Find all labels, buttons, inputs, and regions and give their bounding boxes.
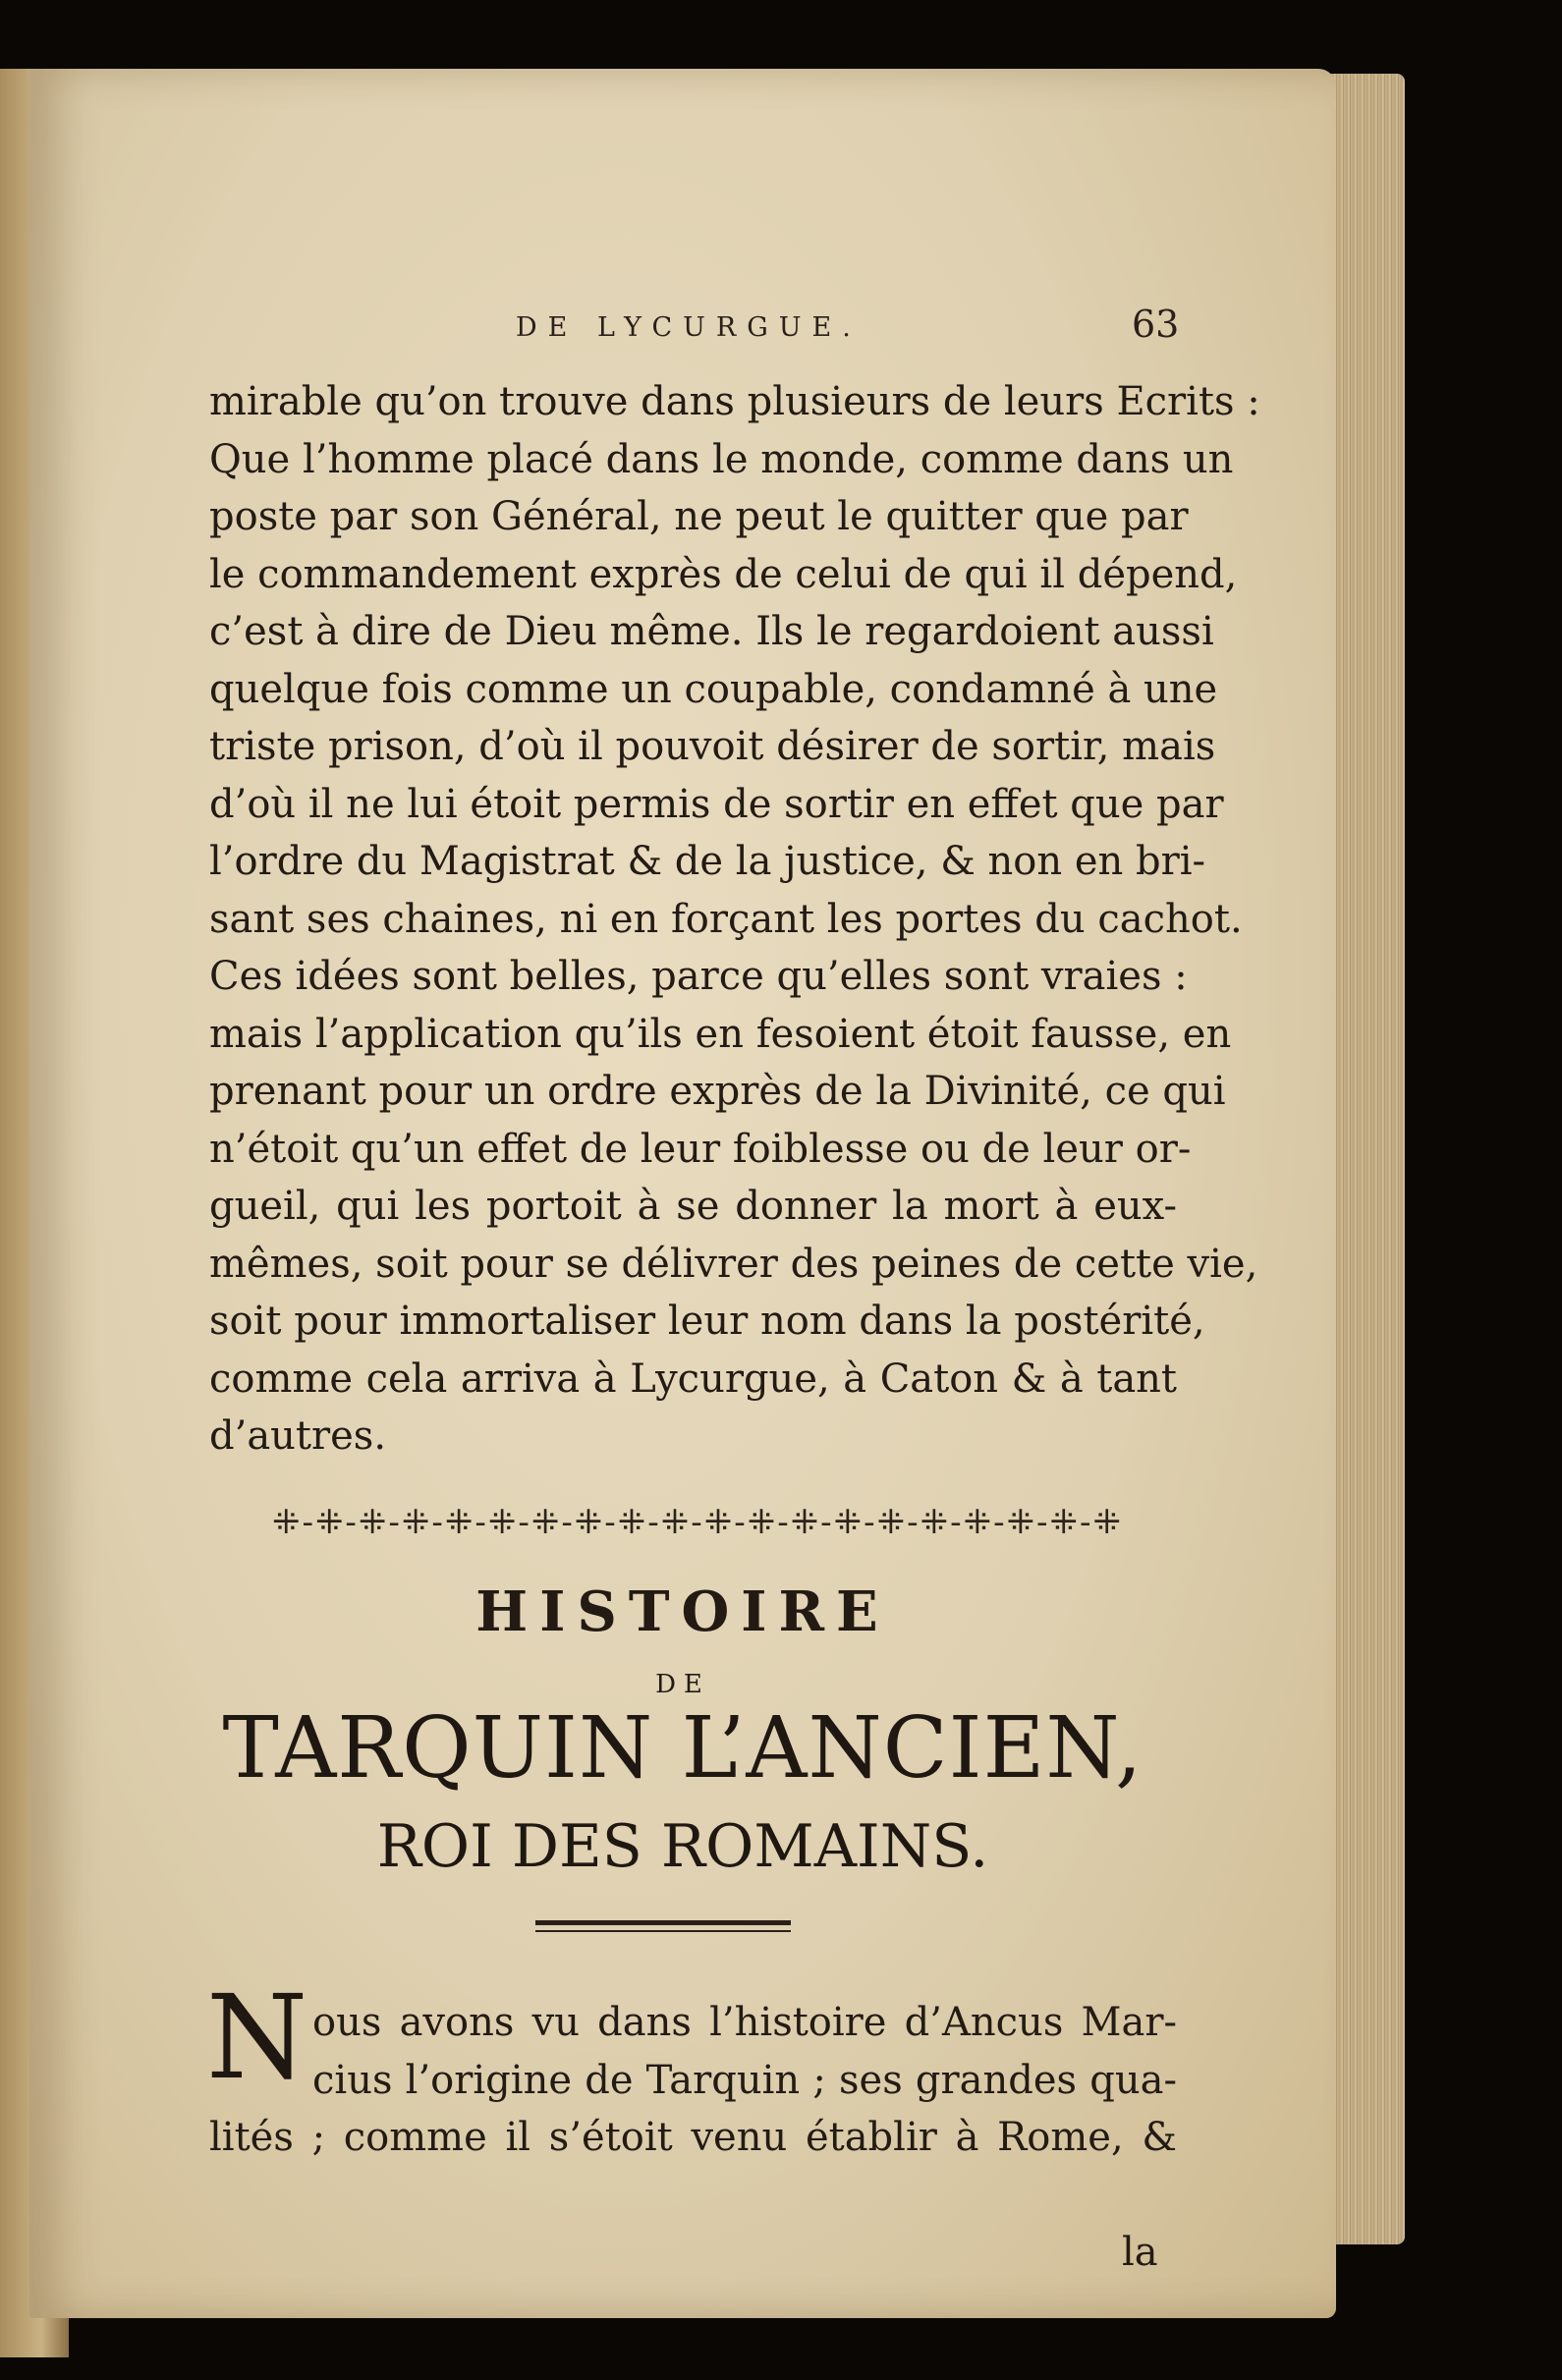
text-line: sant ses chaines, ni en forçant les portes du cachot.	[209, 896, 1243, 942]
text-line: triste prison, d’où il pouvoit désirer de sortir, mais	[209, 724, 1216, 769]
text-line: comme cela arriva à Lycurgue, à Caton & à tant	[209, 1356, 1177, 1402]
ornamental-divider: ⁜-⁜-⁜-⁜-⁜-⁜-⁜-⁜-⁜-⁜-⁜-⁜-⁜-⁜-⁜-⁜-⁜-⁜-⁜-⁜	[271, 1503, 1124, 1542]
title-subtitle: ROI DES ROMAINS.	[376, 1812, 989, 1881]
text-line: l’ordre du Magistrat & de la justice, & non en bri-	[209, 839, 1206, 884]
text-line: lités ; comme il s’étoit venu établir à Rome, &	[209, 2115, 1177, 2160]
drop-cap: N	[206, 1969, 308, 2105]
text-line: soit pour immortaliser leur nom dans la postérité,	[209, 1299, 1205, 1344]
text-line: mirable qu’on trouve dans plusieurs de leurs Ecrits :	[209, 379, 1260, 424]
title-name: TARQUIN L’ANCIEN,	[222, 1699, 1144, 1798]
body-text	[209, 373, 1260, 1466]
title-histoire: HISTOIRE	[475, 1579, 890, 1644]
title-rule-thin	[535, 1930, 791, 1932]
text-line: quelque fois comme un coupable, condamné à une	[209, 666, 1218, 712]
catchword: la	[1122, 2230, 1158, 2275]
chapter-text	[209, 1994, 1177, 2167]
book-page	[29, 69, 1336, 2318]
text-line: cius l’origine de Tarquin ; ses grandes qua-	[312, 2057, 1177, 2103]
title-rule-thick	[535, 1920, 791, 1925]
text-line: c’est à dire de Dieu même. Ils le regardoient aussi	[209, 609, 1214, 654]
page-number: 63	[1132, 303, 1180, 346]
text-line: n’étoit qu’un effet de leur foiblesse ou de leur or-	[209, 1126, 1192, 1172]
text-line: gueil, qui les portoit à se donner la mort à eux-	[209, 1184, 1177, 1229]
text-line: mais l’application qu’ils en fesoient étoit fausse, en	[209, 1011, 1232, 1057]
text-line: ous avons vu dans l’histoire d’Ancus Mar-	[312, 2000, 1177, 2045]
text-line: Que l’homme placé dans le monde, comme dans un	[209, 436, 1234, 482]
text-line: poste par son Général, ne peut le quitter que par	[209, 494, 1189, 539]
text-line: mêmes, soit pour se délivrer des peines de cette vie,	[209, 1241, 1258, 1287]
text-line: Ces idées sont belles, parce qu’elles sont vraies :	[209, 954, 1188, 999]
text-line: d’autres.	[209, 1413, 387, 1459]
text-line: prenant pour un ordre exprès de la Divinité, ce qui	[209, 1069, 1226, 1114]
title-de: DE	[655, 1670, 710, 1699]
running-head: DE LYCURGUE.	[516, 312, 862, 343]
text-line: le commandement exprès de celui de qui il dépend,	[209, 551, 1238, 597]
text-line: d’où il ne lui étoit permis de sortir en effet que par	[209, 781, 1224, 827]
